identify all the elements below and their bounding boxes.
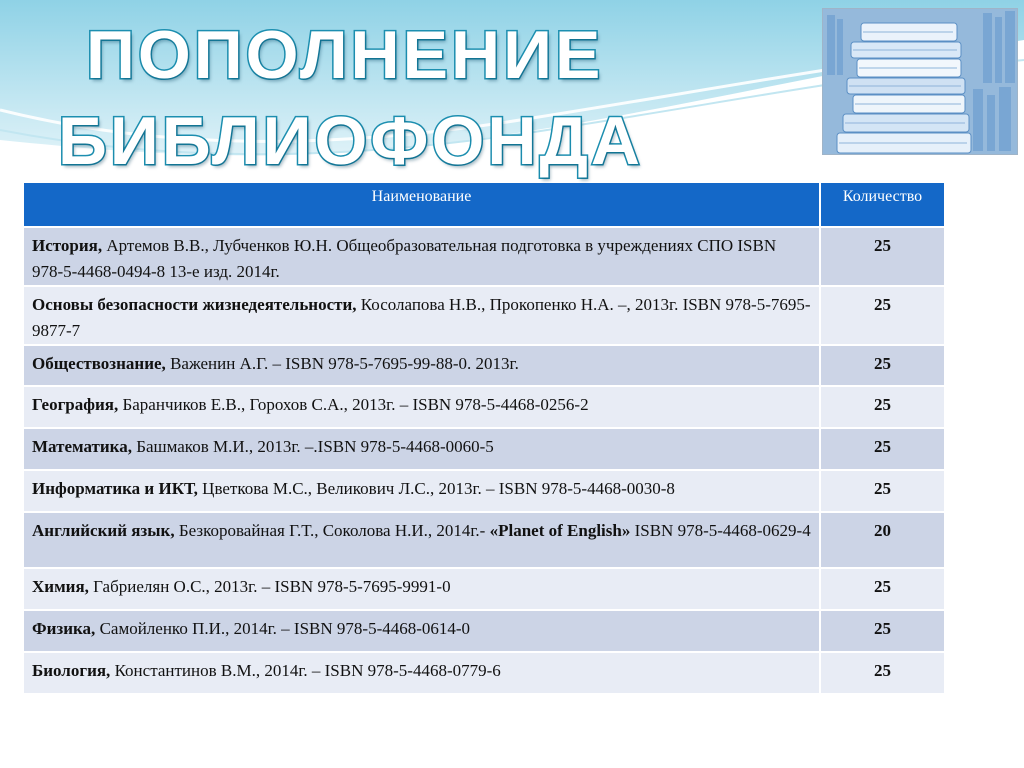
book-details: Самойленко П.И., 2014г. – ISBN 978-5-4468-0614-0 [95, 619, 471, 638]
subject-name: Обществознание, [32, 354, 166, 373]
book-quantity: 25 [820, 345, 945, 386]
book-quantity: 25 [820, 568, 945, 610]
book-description [24, 610, 820, 652]
table-row [24, 286, 945, 345]
subject-name: География, [32, 395, 119, 414]
book-quantity: 25 [820, 652, 945, 693]
table-row [24, 568, 945, 610]
table-row [24, 512, 945, 568]
book-description [24, 286, 820, 345]
table-row [24, 652, 945, 693]
books-stack-image [822, 8, 1018, 155]
book-details: Безкоровайная Г.Т., Соколова Н.И., 2014г.- [174, 521, 490, 540]
table-row [24, 470, 945, 512]
title-line-1: ПОПОЛНЕНИЕ [86, 17, 604, 93]
book-description [24, 428, 820, 470]
book-details: Важенин А.Г. – ISBN 978-5-7695-99-88-0. 2013г. [165, 354, 519, 373]
subject-name: Биология, [32, 661, 111, 680]
book-description [24, 652, 820, 693]
book-quantity: 25 [820, 470, 945, 512]
table-row [24, 428, 945, 470]
table-row [24, 345, 945, 386]
book-details: Габриелян О.С., 2013г. – ISBN 978-5-7695-9991-0 [88, 577, 451, 596]
books-table [24, 183, 946, 693]
header-quantity: Количество [820, 183, 945, 227]
book-details: Баранчиков Е.В., Горохов С.А., 2013г. – ISBN 978-5-4468-0256-2 [118, 395, 589, 414]
book-description [24, 227, 820, 286]
book-isbn: ISBN 978-5-4468-0629-4 [630, 521, 811, 540]
book-quantity: 25 [820, 286, 945, 345]
table-row [24, 610, 945, 652]
book-details: Константинов В.М., 2014г. – ISBN 978-5-4468-0779-6 [110, 661, 501, 680]
subject-name: Основы безопасности жизнедеятельности, [32, 295, 357, 314]
table-row [24, 386, 945, 428]
table-row [24, 227, 945, 286]
book-description [24, 568, 820, 610]
subject-name: Информатика и ИКТ, [32, 479, 198, 498]
book-description [24, 470, 820, 512]
books-icon [823, 9, 1017, 154]
book-quantity: 20 [820, 512, 945, 568]
book-details: Косолапова Н.В., Прокопенко Н.А. –, 2013г. ISBN 978-5-7695-9877-7 [32, 295, 811, 340]
book-details: Артемов В.В., Лубченков Ю.Н. Общеобразовательная подготовка в учреждениях СПО ISBN 978-5-4468-0494-8 13-е изд. 2014г. [32, 236, 777, 281]
subject-name: Физика, [32, 619, 96, 638]
subject-name: Химия, [32, 577, 89, 596]
book-description [24, 345, 820, 386]
subject-name: Английский язык, [32, 521, 175, 540]
book-quantity: 25 [820, 610, 945, 652]
book-details: Цветкова М.С., Великович Л.С., 2013г. – ISBN 978-5-4468-0030-8 [197, 479, 675, 498]
book-quantity: 25 [820, 227, 945, 286]
subject-name: Математика, [32, 437, 132, 456]
book-description [24, 386, 820, 428]
book-title: «Planet of English» [489, 521, 631, 540]
book-details: Башмаков М.И., 2013г. –.ISBN 978-5-4468-0060-5 [131, 437, 494, 456]
subject-name: История, [32, 236, 103, 255]
title-line-2: БИБЛИОФОНДА [58, 103, 644, 179]
page-title [58, 12, 643, 184]
book-quantity: 25 [820, 428, 945, 470]
header-name: Наименование [24, 183, 820, 227]
book-description [24, 512, 820, 568]
table-header-row [24, 183, 945, 227]
book-quantity: 25 [820, 386, 945, 428]
